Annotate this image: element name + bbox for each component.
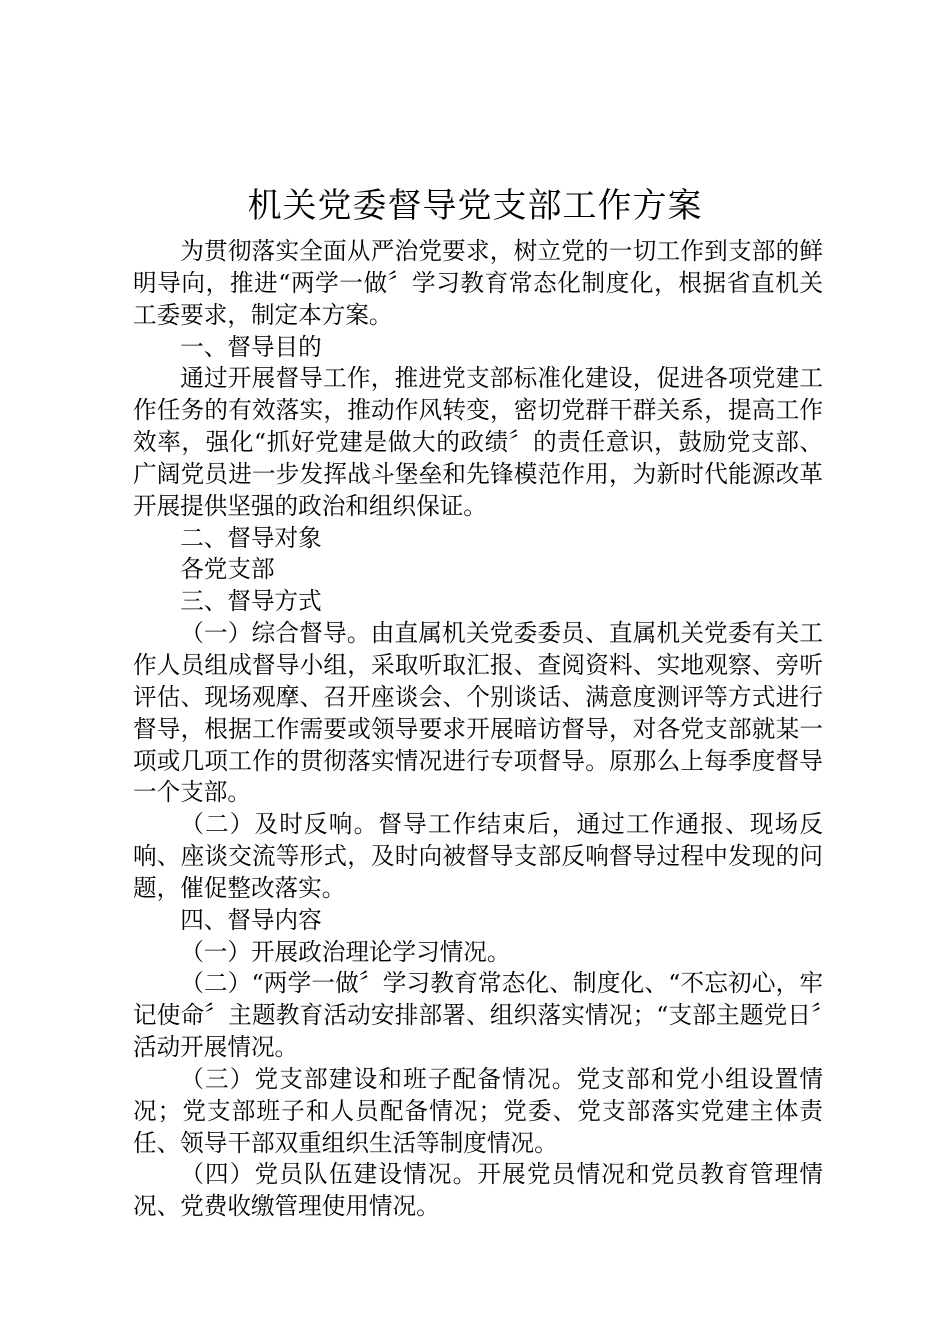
paragraph-target: 各党支部 [180,555,275,584]
paragraph-purpose: 通过开展督导工作，推进党支部标准化建设，促进各项党建工作任务的有效落实，推动作风转变，密切党群干群关系，提高工作效率，强化“抓好党建是做大的政绩〞的责任意识，鼓励党支部、广阔党员进一步发挥战斗堡垒和先锋模范作用，为新时代能源改革开展提供坚强的政治和组织保证。 [133,364,823,520]
heading-method: 三、督导方式 [180,587,322,616]
document-title: 机关党委督导党支部工作方案 [247,186,703,226]
heading-target: 二、督导对象 [180,523,322,552]
paragraph-method-2: （二）及时反响。督导工作结束后，通过工作通报、现场反响、座谈交流等形式，及时向被督导支部反响督导过程中发现的问题，催促整改落实。 [133,810,823,902]
paragraph-content-3: （三）党支部建设和班子配备情况。党支部和党小组设置情况；党支部班子和人员配备情况；党委、党支部落实党建主体责任、领导干部双重组织生活等制度情况。 [133,1064,823,1157]
heading-purpose: 一、督导目的 [180,332,322,361]
paragraph-content-1: （一）开展政治理论学习情况。 [180,937,511,966]
paragraph-method-1: （一）综合督导。由直属机关党委委员、直属机关党委有关工作人员组成督导小组，采取听取汇报、查阅资料、实地观察、旁听评估、现场观摩、召开座谈会、个别谈话、满意度测评等方式进行督导，根据工作需要或领导要求开展暗访督导，对各党支部就某一项或几项工作的贯彻落实情况进行专项督导。原那么上每季度督导一个支部。 [133,619,823,807]
paragraph-content-4: （四）党员队伍建设情况。开展党员情况和党员教育管理情况、党费收缴管理使用情况。 [133,1160,823,1221]
paragraph-intro: 为贯彻落实全面从严治党要求，树立党的一切工作到支部的鲜明导向，推进“两学一做〞学习教育常态化制度化，根据省直机关工委要求，制定本方案。 [133,237,823,329]
paragraph-content-2: （二）“两学一做〞学习教育常态化、制度化、“不忘初心，牢记使命〞主题教育活动安排部署、组织落实情况；“支部主题党日〞活动开展情况。 [133,969,823,1062]
document-body [133,236,823,1223]
heading-content: 四、督导内容 [180,905,322,934]
